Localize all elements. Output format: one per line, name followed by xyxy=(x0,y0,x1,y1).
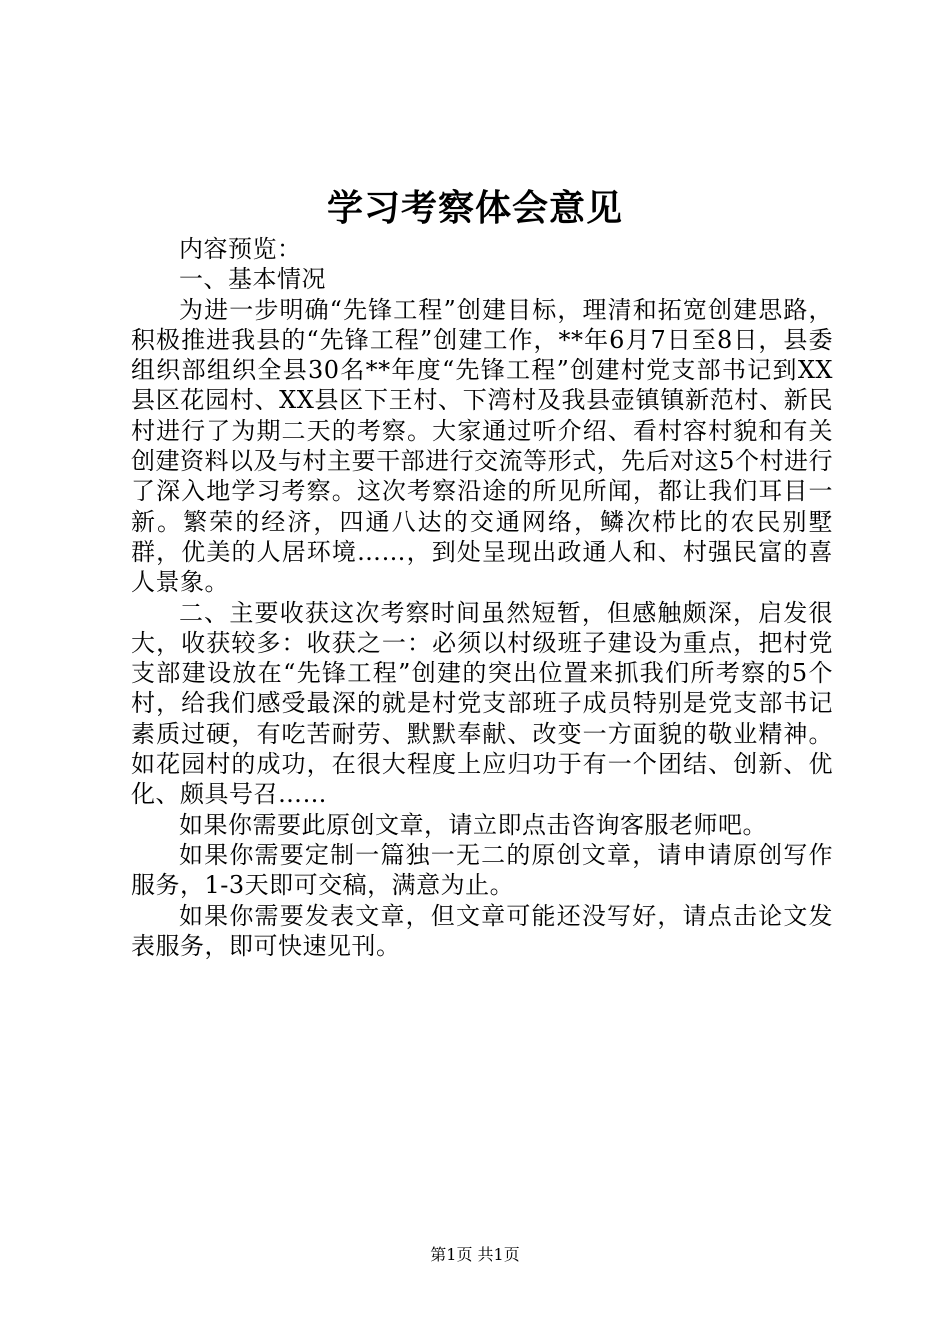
page-number-footer: 第1页 共1页 xyxy=(430,1245,520,1264)
section-heading-basic: 一、基本情况 xyxy=(179,265,326,294)
preview-label: 内容预览： xyxy=(179,235,302,263)
document-title: 学习考察体会意见 xyxy=(326,187,623,229)
body-paragraph: 为进一步明确“先锋工程”创建目标，理清和拓宽创建思路，积极推进我县的“先锋工程”创建工作，**年6月7日至8日，县委组织部组织全县30名**年度“先锋工程”创建村党支部书记到XX县区花园村、XX县区下王村、下湾村及我县壶镇镇新范村、新民村进行了为期二天的考察。大家通过听介绍、看村容村貌和有关创建资料以及与村主要干部进行交流等形式，先后对这5个村进行了深入地学习考察。这次考察沿途的所见所闻，都让我们耳目一新。繁荣的经济，四通八达的交通网络，鳞次栉比的农民别墅群，优美的人居环境……，到处呈现出政通人和、村强民富的喜人景象。 xyxy=(131,295,833,597)
promo-paragraph: 如果你需要定制一篇独一无二的原创文章，请申请原创写作服务，1-3天即可交稿，满意为止。 xyxy=(131,840,833,900)
promo-paragraph: 如果你需要发表文章，但文章可能还没写好，请点击论文发表服务，即可快速见刊。 xyxy=(131,901,833,960)
body-paragraph: 二、主要收获这次考察时间虽然短暂，但感触颇深，启发很大，收获较多：收获之一：必须以村级班子建设为重点，把村党支部建设放在“先锋工程”创建的突出位置来抓我们所考察的5个村，给我们感受最深的就是村党支部班子成员特别是党支部书记素质过硬，有吃苦耐劳、默默奉献、改变一方面貌的敬业精神。如花园村的成功，在很大程度上应归功于有一个团结、创新、优化、颇具号召…… xyxy=(131,598,833,809)
promo-paragraph: 如果你需要此原创文章，请立即点击咨询客服老师吧。 xyxy=(179,810,767,839)
document-body xyxy=(131,234,833,961)
